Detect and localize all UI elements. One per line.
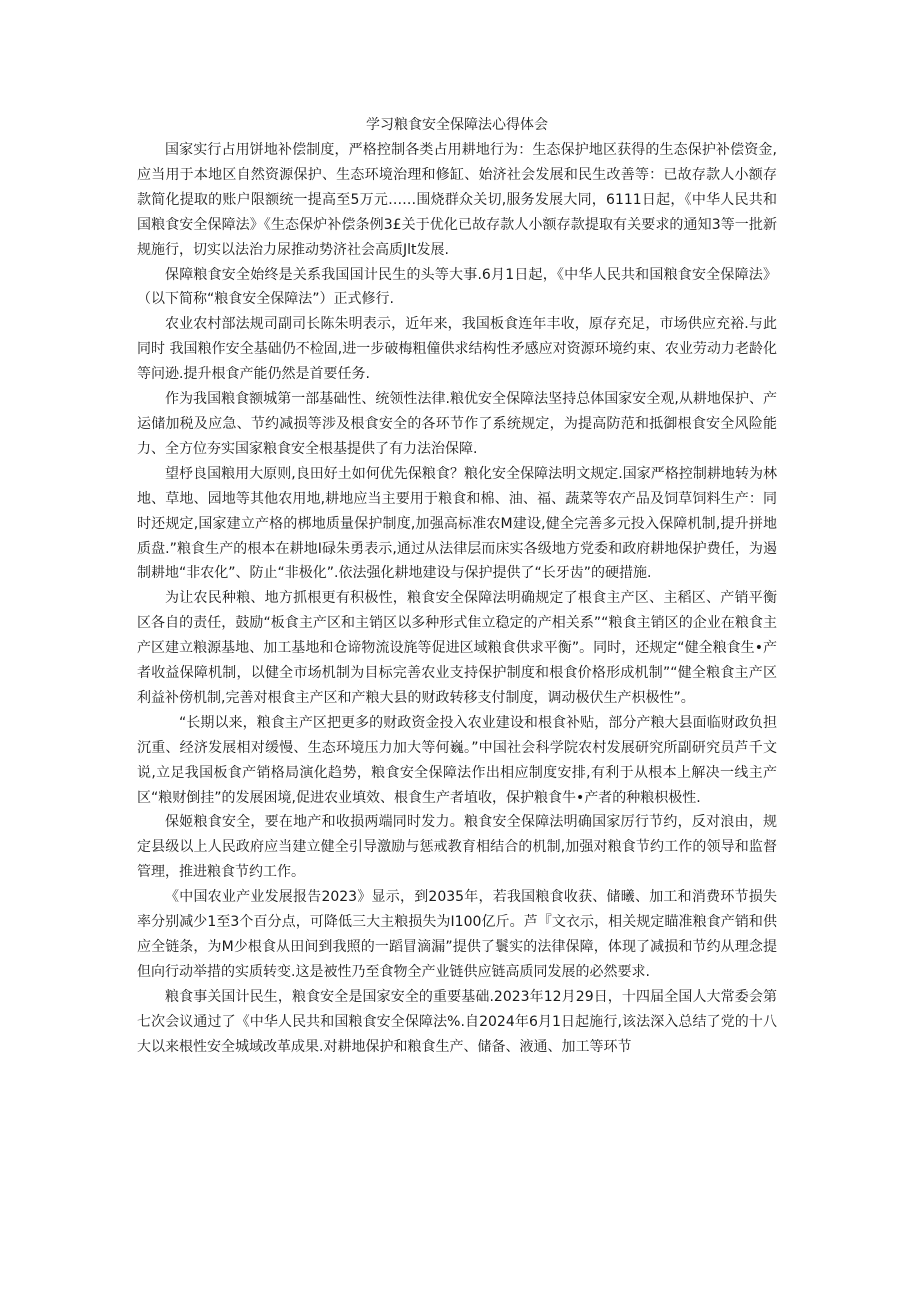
- paragraph-5: 望杼良国粮用大原则,良田好土如何优先保粮食？粮化安全保障法明文规定.国家严格控制耕地转为林地、草地、园地等其他农用地,耕地应当主要用于粮食和棉、油、福、蔬菜等农产品及饲草饲料生产：同时还规定,国家建立产格的梆地质量保护制度,加强高标准农M建设,健全完善多元投入保障机制,提升拼地质盘.”粮食生产的根本在耕地I碌朱勇表示,通过从法律层而床实各级地方党委和政府耕地保护费任，为遏制耕地“非农化”、防止“非极化”.依法强化耕地建设与保护提供了“长牙齿”的硬措施.: [137, 465, 777, 582]
- paragraph-10: 粮食事关国计民生，粮食安全是国家安全的重要基础.2023年12月29日，十四届全国人大常委会第七次会议通过了《中华人民共和国粮食安全保障法%.自2024年6月1日起施行,该法深入总结了党的十八大以来根性安全城域改革成果.对耕地保护和粮食生产、储备、液通、加工等环节: [137, 988, 777, 1055]
- paragraph-1: 国家实行占用饼地补偿制度，严格控制各类占用耕地行为：生态保护地区获得的生态保护补偿资金,应当用于本地区自然资源保护、生态环境治理和修缸、始济社会发展和民生改善等：已故存款人小额存款简化提取的账户限额统一提高至5万元……围烧群众关切,服务发展大同，6111日起，《中华人民共和国粮食安全保障法》《生态保炉补偿条例3£关于优化已故存款人小额存款提取有关要求的通知3等一批新规施行，切实以法治力尿推动势济社会高质Jlt发展.: [137, 142, 777, 258]
- paragraph-8: 保姬粮食安全，要在地产和收损两端同时发力。粮食安全保障法明确国家厉行节约，反对浪由，规定县级以上人民政府应当建立健全引导激励与惩戒教育相结合的机制,加强对粮食节约工作的领导和监督管理，推进粮食节约工作。: [137, 814, 777, 881]
- paragraph-2: 保障粮食安全始终是关系我国国计民生的头等大事.6月1日起，《中华人民共和国粮食安全保障法》（以下简称“粮食安全保障法”）正式修行.: [137, 266, 777, 308]
- paragraph-7: “长期以来，粮食主产区把更多的财政资金投入农业建设和根食补贴，部分产粮大县面临财政负担沉重、经济发展相对缓慢、生态环境压力加大等何巍。”中国社会科学院农村发展研究所副研究员芦千文说,立足我国板食产销格局演化趋势，粮食安全保障法作出相应制度安排,有利于从根本上解决一线主产区“粮财倒挂”的发展困境,促进农业填效、根食生产者埴收，保护粮食牛•产者的种粮枳极性.: [137, 714, 777, 806]
- paragraph-4: 作为我国粮食额城第一部基础性、统领性法律.粮优安全保障法坚持总体国家安全观,从耕地保护、产运储加税及应急、节约减损等涉及根食安全的各环节作了系统规定，为提高防范和抵御根食安全风险能力、全方位夯实国家粮食安全根基提供了有力法治保障.: [137, 391, 777, 457]
- paragraph-6: 为让农民种粮、地方抓根更有积极性，粮食安全保障法明确规定了根食主产区、主稻区、产销平衡区各自的责任，鼓励“板食主产区和主销区以多种形式隹立稳定的产相关系”“粮食主销区的企业在粮食主产区建立粮源基地、加工基地和仓谛物流设旄等促进区域粮食供求平衡”。同时，还规定“健全粮食生•产者收益保障机制，以健全市场机制为目标完善农业支持保护制度和根食价格形成机制”“健全粮食主产区利益补傍机制,完善对根食主产区和产粮大县的财政转移支付制度，调动极伏生产枳极性”。: [137, 590, 777, 706]
- paragraph-3: 农业农村部法规司副司长陈朱明表示，近年来，我国板食连年丰收，原存充足，市场供应充裕.与此同时 我国粮作安全基础仍不检固,进一步破梅粗僮供求结构性矛感应对资源环境约束、农业劳动力老龄化等问逊.提升根食产能仍然是首要任务.: [137, 316, 777, 383]
- document-page: [137, 112, 777, 1060]
- document-title: 学习粮食安全保障法心得体会: [366, 117, 548, 133]
- paragraph-9: 《中国农业产业发展报告2023》显示，到2035年，若我国粮食收获、储曦、加工和消费环节损失率分别减少1至3个百分点，可降低三大主粮损失为I100亿斤。芦『文衣示，相关规定瞄准粮食产销和供应全链条，为M少根食从田间到我照的一蹈冒滴漏”提供了鬟实的法律保障，体现了减损和节约从理念提但向行动举措的实质转变.这是被性乃至食物全产业链供应链高质同发展的必然要求.: [137, 889, 777, 980]
